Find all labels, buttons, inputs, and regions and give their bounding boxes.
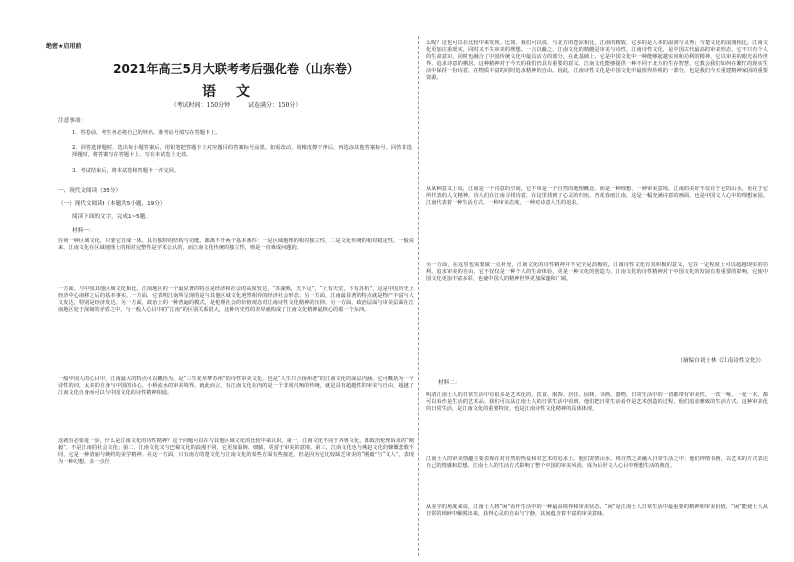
section-sub: （一）现代文阅读Ⅰ（本题共5小题，19分） <box>58 201 166 207</box>
material-1-label: 材料一： <box>72 228 95 234</box>
notice-heading: 注意事项： <box>58 118 86 124</box>
left-paragraph-3: 一般中国人的心目中，江南最大的特点可以概括为，是“三生花草梦苏州”的诗性审美文化，也是“人生只合扬州老”的江南文化的深层内涵。它可概括为一个诗性的词，太美的自身与中国的诗心，小桥流水的审美境界。就此而言，有江南文化在内的是一个非同凡响的传统，就是具有超越性的审美与自由，超越了江南文化自身而可以与中国文化的诗性精神相通。 <box>58 376 414 396</box>
right-paragraph-6: 从美学的角度来说，江南士人将“闲”看作生活中的一种最高境界和审美状态。“闲”是江南士人日常生活中最重要的精神和审美价值，“闲”能使士人从日常的琐碎中解脱出来，获得心灵的自由与宁静，其间蕴含着丰富的审美意味。 <box>426 504 768 517</box>
right-paragraph-3: 另一方面，在这里也需要做一点补充，江南文化的诗性精神并不完全是消极的。江南诗性文化有其积极的意义，它在一定程度上可以超越现实的功利，追求审美的自由，它不仅仅是一种个人的生命体验，更是一种文化的创造力。江南文化的诗性精神对于中国文化的发展有着重要的影响，它使中国文化更加丰富多彩，也使中国人的精神世界更加深邃和广阔。 <box>426 262 768 282</box>
left-paragraph-2: 一方面，与中国其他区域文化相比，江南地区的一个最显著的特点是经济和社会的高度发达，“苏湖熟，天下足”，“上有天堂，下有苏杭”，这是中国历史上经济中心南移之后的基本事实。一方面，它表明江南所呈现的是与其他区域文化迥然相异的经济社会形态；另一方面，江南最显著的特点就是物产丰富与人文发达，特别是经济发达。另一方面，政治上的一种普遍的模式，是伦理社会的价值观念对江南诗性文化精神的压抑。另一方面，政治层面与审美层面在江南地区处于深刻的矛盾之中，与一般人心目中的“江南”的区别关系很大，这种历史性的差异就构成了江南文化精神最核心的那一个东西。 <box>58 286 414 313</box>
section-instruction: 阅读下面的文字，完成1~5题。 <box>72 214 151 220</box>
right-paragraph-1: 么呢？这也可以在比较中来发现。比如，我们可以说，与北方的苍凉相比，江南的精致，它多的是人本的温润与灵秀；与楚文化的浪漫相比，江南文化更加注重现实，同时又不失审美的理想。一言以蔽之，江南文化的精髓是审美与诗性。江南诗性文化，是中国古代最高的审美形态，它不只有个人的生命意识，同时也融合了中国传统文化中最具活力的部分。在此基础上，它是中国文化中一种能够超越实用和功利的精神，它以审美的眼光看待世界，追求诗意的栖居。这种精神对于今天的我们仍具有重要的意义，江南文化能够提供一种不同于北方的生存智慧，它教会我们如何在繁忙的现实生活中保持一份诗意，在物质丰富的同时追求精神的自由。因此，江南诗性文化是中国文化中最值得珍视的一部分，也是我们今天重建精神家园的重要资源。 <box>426 40 768 81</box>
subject-title: 语文 <box>202 84 270 100</box>
section-part: 一、现代文阅读（35分） <box>58 188 122 194</box>
right-paragraph-2: 从某种意义上说，江南是一个诗意的空间，它不单是一个自然的地理概念，而是一种理想、一种审美意境。江南的美好不仅在于它的山水，更在于它所代表的人文精神。诗人们在江南寻找诗意，在这里找到了心灵的归宿。杏花春雨江南，这是一幅充满诗意的画面，也是中国文人心中的理想家园。江南代表着一种生活方式，一种审美态度，一种对诗意人生的追求。 <box>426 186 768 206</box>
left-paragraph-4: 这就有必要进一步，什么是江南文化的诗性精神？这个问题可以在与其他区域文化的比较中来认识。第一，江南文化不同于齐鲁文化，即政治伦理诉求的“刚毅”，不是江南的社会文化；第二，江南文化又与巴蜀文化的浪漫不同，它更加温婉、细腻，更富于审美的意境。第三，江南文化也与燕赵文化的慷慨悲歌不同，它是一种清丽与婉约的美学精神。在这一方面，只有南方的楚文化与江南文化的某些方面有些接近，但是因为它比较缺乏审美的“刚毅”与“文人”，表现为一种幻想。多一点什 <box>58 438 414 465</box>
notice-item-1: 1．答卷前，考生务必将自己的姓名、准考证号填写在答题卡上。 <box>72 130 221 136</box>
left-paragraph-1: 任何一种区域文化，只要它自成一体，具有独特的结构与功能，都离不开两个基本条件：一是区域地理的相对独立性，二是文化传统的相对稳定性。一般说来，江南文化在区域地理上的相对完整性是学术公认的，而江南文化传统的独立性，则是一直难成问题的。 <box>58 238 414 251</box>
notice-item-2: 2．回答选择题时，选出每小题答案后，用铅笔把答题卡上对应题目的答案标号涂黑。如需改动，用橡皮擦干净后，再选涂其他答案标号。回答非选择题时，将答案写在答题卡上。写在本试卷上无效。 <box>72 145 412 158</box>
right-paragraph-4: 明清江南士人的日常生活中有很多是艺术化的，饮食、服饰、居住、园林、书画、器物，日常生活中的一切都带有审美性。一饮一啄，一花一木，都可以看作是生活的艺术品。我们可以从江南士人的日常生活中看到，他们把日常生活看作是艺术创造的过程，他们追求雅致的生活方式。这种审美化的日常生活，是江南文化的重要特征，也是江南诗性文化精神的具体体现。 <box>426 392 768 412</box>
exam-title: 2021年高三5月大联考考后强化卷（山东卷） <box>113 62 359 76</box>
exam-score: 试卷满分：150分） <box>247 102 302 109</box>
confidential-mark: 绝密★启用前 <box>46 43 82 50</box>
column-divider <box>418 36 419 556</box>
exam-meta <box>58 100 414 109</box>
exam-time: （考试时间：150分钟 <box>170 102 231 109</box>
material-2-label: 材料二： <box>438 380 461 386</box>
source-citation: （摘编自刘士林《江南诗性文化》） <box>677 358 764 364</box>
right-paragraph-5: 江南士人的审美情趣主要表现在对自然的热爱和对艺术的追求上。他们寄情山水，将自然之美融入日常生活之中；他们钟情书画，以艺术的方式表达自己的情感和思想。江南士人的生活方式影响了整个中国的审美风尚，成为后世文人心目中理想生活的典范。 <box>426 456 768 469</box>
notice-item-3: 3．考试结束后，将本试卷和答题卡一并交回。 <box>72 168 180 174</box>
